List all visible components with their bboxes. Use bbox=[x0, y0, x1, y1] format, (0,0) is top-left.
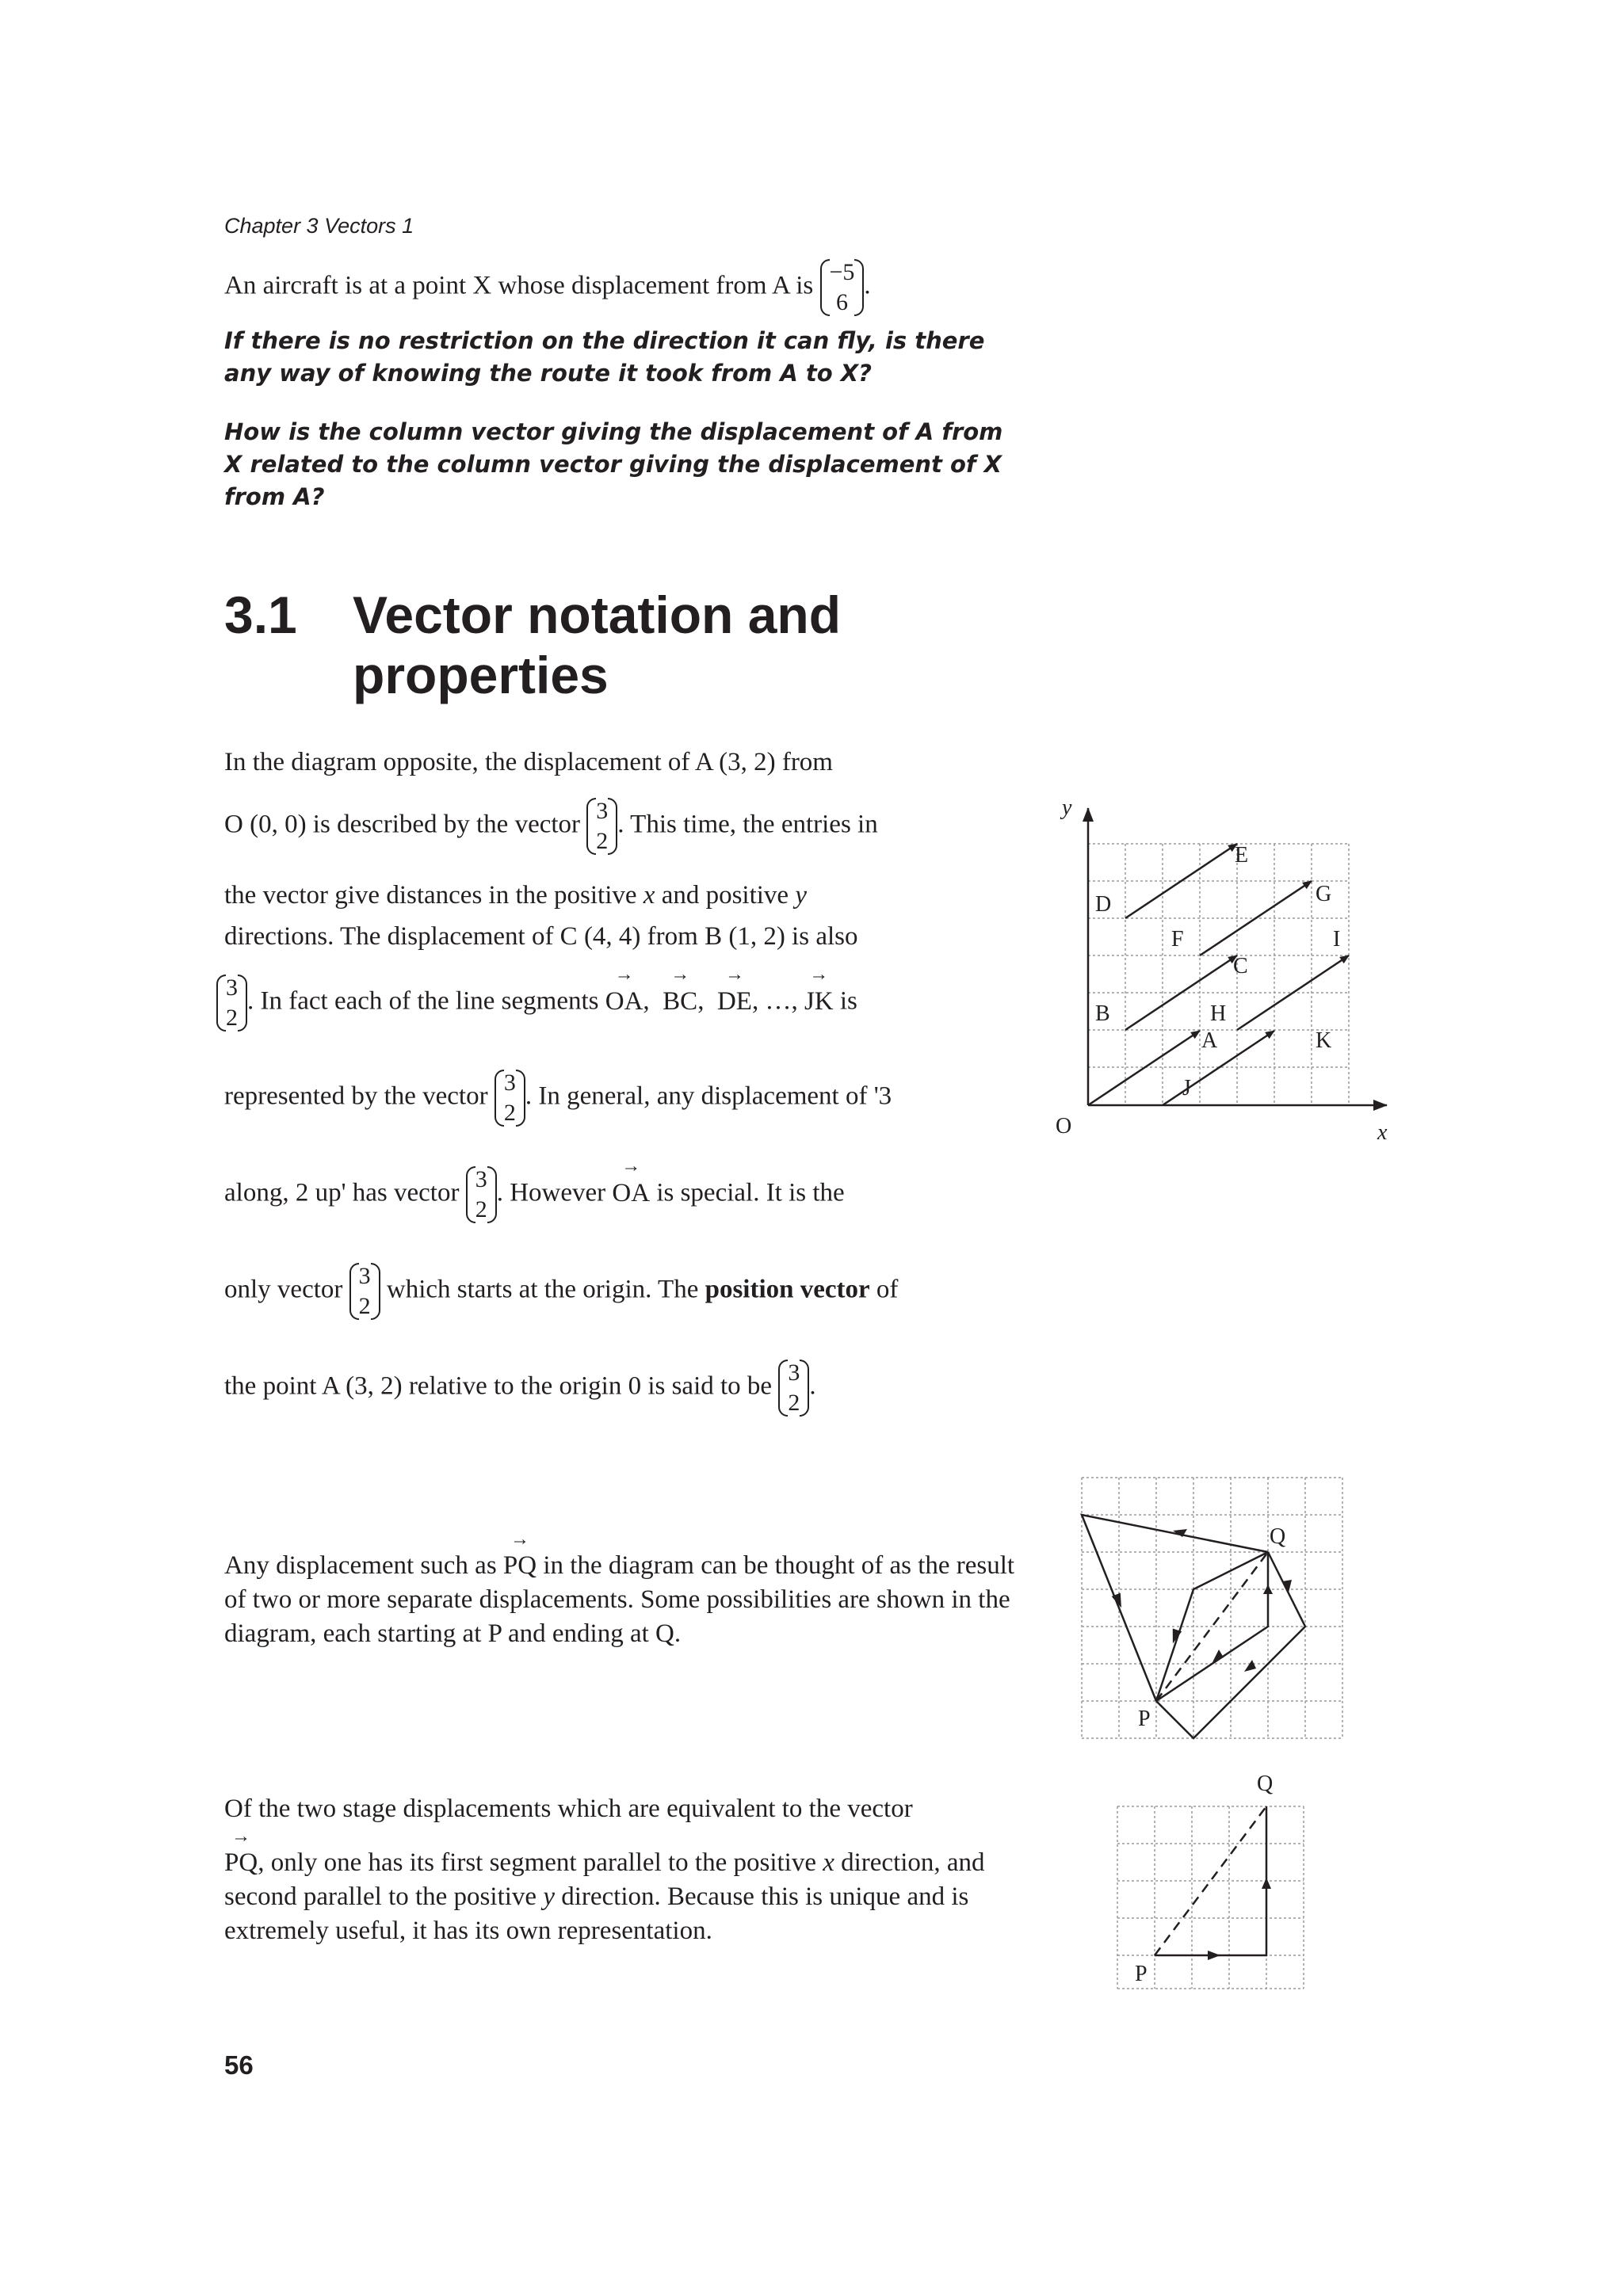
column-vector: 3 2 bbox=[349, 1261, 380, 1322]
intro-text: An aircraft is at a point X whose displacement from A is bbox=[224, 271, 814, 300]
section-title: Vector notation and properties bbox=[353, 585, 842, 704]
paragraph-2: Any displacement such as PQ → in the diagram can be thought of as the result of two or more separate displacements. Some possibilities are shown in the diagram, each starting at P and ending at Q. bbox=[224, 1549, 1025, 1651]
point-label: J bbox=[1182, 1076, 1191, 1100]
column-vector: −5 6 bbox=[820, 257, 865, 318]
body-line-4: directions. The displacement of C (4, 4) from B (1, 2) is also bbox=[224, 922, 858, 951]
point-label: G bbox=[1316, 882, 1332, 906]
body-line-5: 3 2 . In fact each of the line segments OA →, BC →, DE →, …, JK → is bbox=[224, 973, 857, 1033]
question-1: If there is no restriction on the direction it can fly, is there any way of knowing the route it took from A to X? bbox=[224, 327, 985, 387]
intro-line: An aircraft is at a point X whose displacement from A is −5 6 . bbox=[224, 257, 871, 318]
point-label: I bbox=[1333, 927, 1341, 952]
column-vector: 3 2 bbox=[778, 1358, 809, 1418]
chapter-header: Chapter 3 Vectors 1 bbox=[224, 214, 414, 238]
point-label: K bbox=[1316, 1028, 1332, 1053]
point-label: F bbox=[1171, 927, 1184, 952]
body-line-9: the point A (3, 2) relative to the origin 0 is said to be 3 2 . bbox=[224, 1358, 816, 1418]
body-line-8: only vector 3 2 which starts at the origin. The position vector of bbox=[224, 1261, 898, 1322]
origin-label: O bbox=[1056, 1114, 1072, 1138]
point-label: P bbox=[1138, 1707, 1151, 1731]
column-vector: 3 2 bbox=[495, 1068, 525, 1128]
body-line-6: represented by the vector 3 2 . In general, any displacement of '3 bbox=[224, 1068, 892, 1128]
point-label: P bbox=[1135, 1962, 1148, 1986]
column-vector: 3 2 bbox=[586, 796, 617, 856]
section-number: 3.1 bbox=[224, 585, 297, 644]
diagram-two-stage bbox=[1109, 1767, 1316, 2004]
body-line-7: along, 2 up' has vector 3 2 . However OA → is special. It is the bbox=[224, 1165, 845, 1225]
body-line-3: the vector give distances in the positive x and positive y bbox=[224, 881, 807, 910]
point-label: E bbox=[1235, 843, 1249, 868]
point-label: Q bbox=[1270, 1524, 1286, 1549]
body-line-2: O (0, 0) is described by the vector 3 2 . This time, the entries in bbox=[224, 796, 878, 856]
x-axis-label: x bbox=[1377, 1120, 1388, 1145]
paragraph-3: Of the two stage displacements which are equivalent to the vector bbox=[224, 1794, 913, 1823]
paragraph-3-cont: PQ →, only one has its first segment parallel to the positive x direction, and second parallel to the positive y direction. Because this is unique and is extremely useful, it has its own representation. bbox=[224, 1846, 1025, 1948]
point-label: B bbox=[1095, 1001, 1110, 1026]
column-vector: 3 2 bbox=[466, 1165, 497, 1225]
page-number: 56 bbox=[224, 2050, 254, 2080]
question-2: How is the column vector giving the displacement of A from X related to the column vector giving the displacement of X from A? bbox=[224, 418, 1003, 510]
point-label: D bbox=[1095, 892, 1112, 917]
diagram-paths-p-to-q bbox=[1078, 1474, 1347, 1743]
diagram-vectors-grid bbox=[1046, 792, 1411, 1149]
point-label: H bbox=[1210, 1001, 1227, 1026]
y-axis-label: y bbox=[1062, 795, 1072, 820]
column-vector: 3 2 bbox=[216, 973, 247, 1033]
point-label: C bbox=[1233, 954, 1248, 978]
body-line-1: In the diagram opposite, the displacement of A (3, 2) from bbox=[224, 748, 833, 776]
point-label: A bbox=[1201, 1028, 1218, 1053]
point-label: Q bbox=[1257, 1772, 1274, 1796]
